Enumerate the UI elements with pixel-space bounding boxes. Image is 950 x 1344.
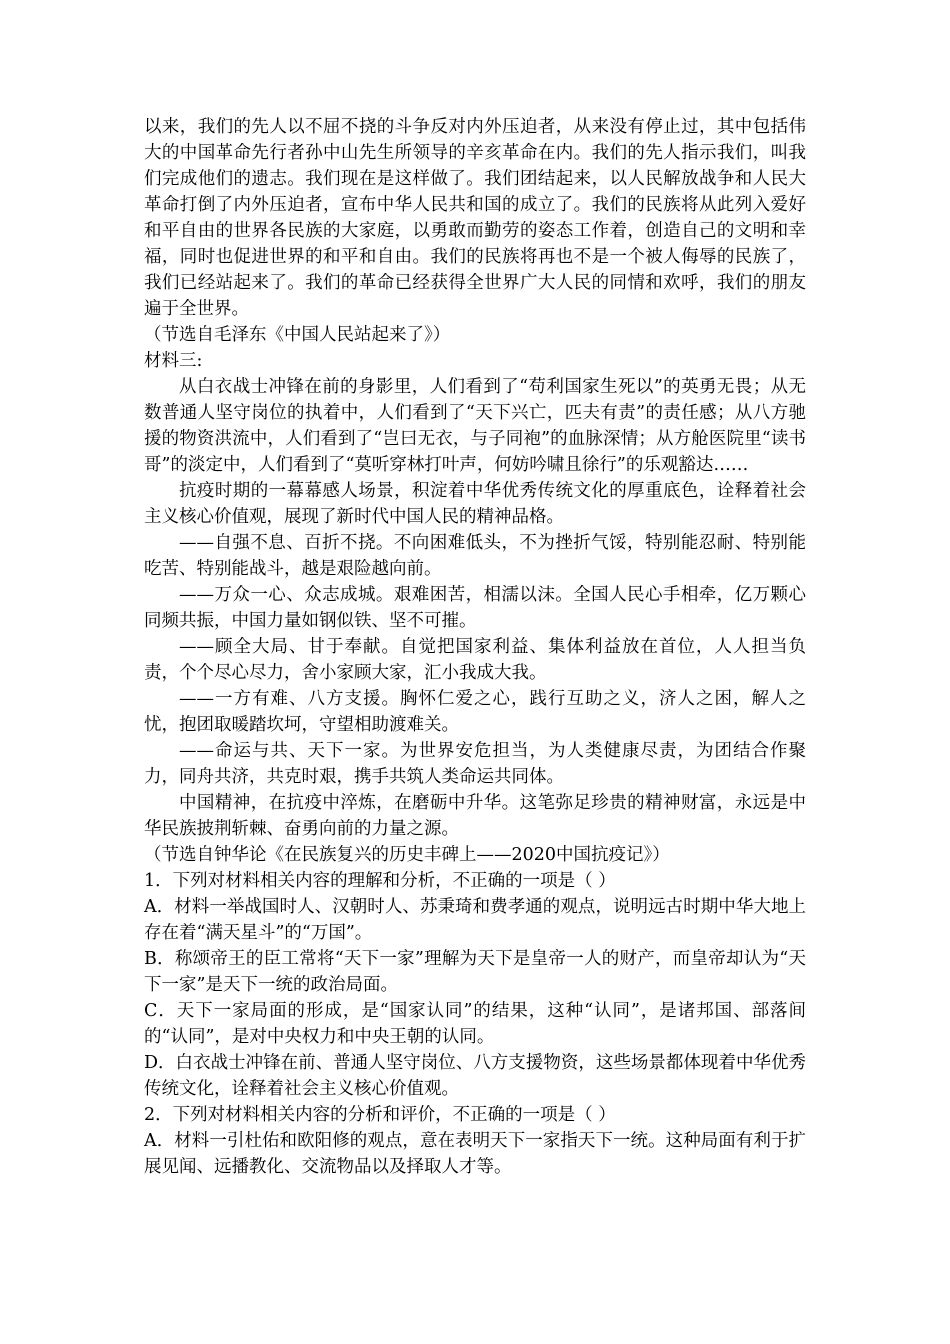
question-2-option-a: A．材料一引杜佑和欧阳修的观点，意在表明天下一家指天下一统。这种局面有利于扩展见闻、远播教化、交流物品以及择取人才等。 bbox=[144, 1131, 806, 1177]
question-1-stem: 1．下列对材料相关内容的理解和分析，不正确的一项是（ ） bbox=[144, 871, 616, 891]
material3-paragraph: 从白衣战士冲锋在前的身影里，人们看到了“苟利国家生死以”的英勇无畏；从无数普通人坚守岗位的执着中，人们看到了“天下兴亡，匹夫有责”的责任感；从八方驰援的物资洪流中，人们看到了“岂曰无衣，与子同袍”的血脉深情；从方舱医院里“读书哥”的淡定中，人们看到了“莫听穿林打叶声，何妨吟啸且徐行”的乐观豁达…… bbox=[144, 377, 806, 475]
question-2-stem: 2．下列对材料相关内容的分析和评价，不正确的一项是（ ） bbox=[144, 1105, 616, 1125]
question-1-option-b: B．称颂帝王的臣工常将“天下一家”理解为天下是皇帝一人的财产，而皇帝却认为“天下一家”是天下一统的政治局面。 bbox=[144, 949, 806, 995]
material3-source: （节选自钟华论《在民族复兴的历史丰碑上——2020中国抗疫记》） bbox=[144, 845, 670, 865]
material3-paragraph: ——顾全大局、甘于奉献。自觉把国家利益、集体利益放在首位，人人担当负责，个个尽心尽力，舍小家顾大家，汇小我成大我。 bbox=[144, 637, 806, 683]
material3-paragraph: ——命运与共、天下一家。为世界安危担当，为人类健康尽责，为团结合作聚力，同舟共济，共克时艰，携手共筑人类命运共同体。 bbox=[144, 741, 806, 787]
question-1-option-d: D．白衣战士冲锋在前、普通人坚守岗位、八方支援物资，这些场景都体现着中华优秀传统文化，诠释着社会主义核心价值观。 bbox=[144, 1053, 806, 1099]
material2-text: 以来，我们的先人以不屈不挠的斗争反对内外压迫者，从来没有停止过，其中包括伟大的中国革命先行者孙中山先生所领导的辛亥革命在内。我们的先人指示我们，叫我们完成他们的遗志。我们现在是这样做了。我们团结起来，以人民解放战争和人民大革命打倒了内外压迫者，宣布中华人民共和国的成立了。我们的民族将从此列入爱好和平自由的世界各民族的大家庭，以勇敢而勤劳的姿态工作着，创造自己的文明和幸福，同时也促进世界的和平和自由。我们的民族将再也不是一个被人侮辱的民族了，我们已经站起来了。我们的革命已经获得全世界广大人民的同情和欢呼，我们的朋友遍于全世界。 bbox=[144, 117, 806, 319]
material3-paragraph: ——自强不息、百折不挠。不向困难低头，不为挫折气馁，特别能忍耐、特别能吃苦、特别能战斗，越是艰险越向前。 bbox=[144, 533, 806, 579]
material3-paragraph: ——万众一心、众志成城。艰难困苦，相濡以沫。全国人民心手相牵，亿万颗心同频共振，中国力量如钢似铁、坚不可摧。 bbox=[144, 585, 806, 631]
material3-paragraph: 抗疫时期的一幕幕感人场景，积淀着中华优秀传统文化的厚重底色，诠释着社会主义核心价值观，展现了新时代中国人民的精神品格。 bbox=[144, 481, 806, 527]
document-page bbox=[144, 114, 806, 1180]
question-1-option-a: A．材料一举战国时人、汉朝时人、苏秉琦和费孝通的观点，说明远古时期中华大地上存在着“满天星斗”的“万国”。 bbox=[144, 897, 806, 943]
material3-paragraph: ——一方有难、八方支援。胸怀仁爱之心，践行互助之义，济人之困，解人之忧，抱团取暖踏坎坷，守望相助渡难关。 bbox=[144, 689, 806, 735]
question-1-option-c: C．天下一家局面的形成，是“国家认同”的结果，这种“认同”，是诸邦国、部落间的“认同”，是对中央权力和中央王朝的认同。 bbox=[144, 1001, 806, 1047]
material3-paragraph: 中国精神，在抗疫中淬炼，在磨砺中升华。这笔弥足珍贵的精神财富，永远是中华民族披荆斩棘、奋勇向前的力量之源。 bbox=[144, 793, 806, 839]
material3-heading: 材料三: bbox=[144, 351, 203, 371]
material2-source: （节选自毛泽东《中国人民站起来了》） bbox=[144, 325, 451, 345]
